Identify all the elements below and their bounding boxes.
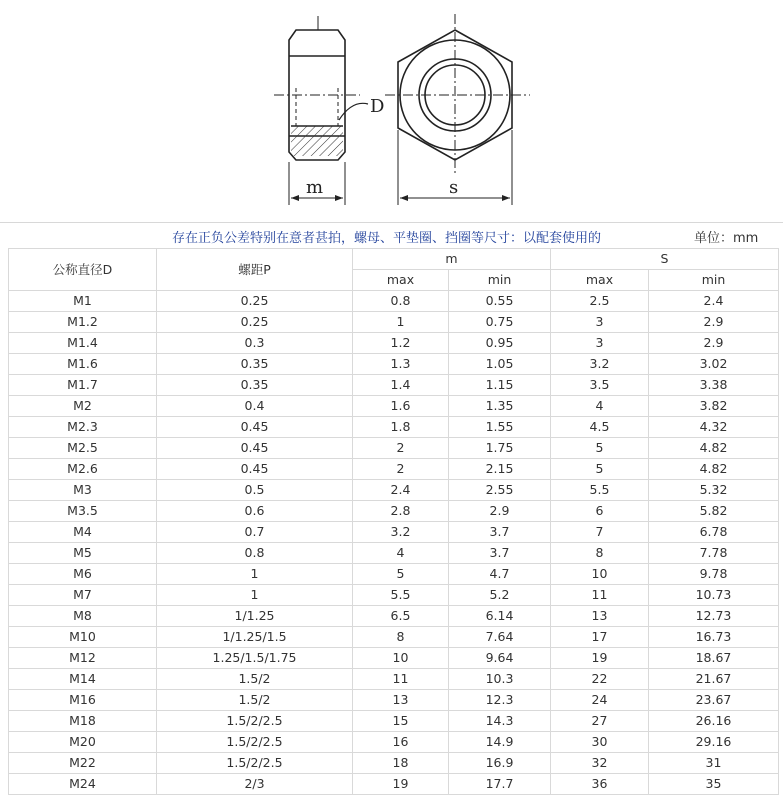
m-min-cell: 6.14 [449, 606, 551, 627]
m-max-cell: 18 [353, 753, 449, 774]
table-row [9, 753, 779, 774]
pitch-cell: 0.3 [157, 333, 353, 354]
s-max-cell: 30 [551, 732, 649, 753]
m-max-cell: 13 [353, 690, 449, 711]
s-min-cell: 4.82 [649, 438, 779, 459]
s-max-cell: 32 [551, 753, 649, 774]
m-max-cell: 1.3 [353, 354, 449, 375]
m-max-cell: 11 [353, 669, 449, 690]
pitch-cell: 0.8 [157, 543, 353, 564]
pitch-cell: 1.25/1.5/1.75 [157, 648, 353, 669]
diameter-cell: M4 [9, 522, 157, 543]
s-max-cell: 3.2 [551, 354, 649, 375]
m-min-cell: 9.64 [449, 648, 551, 669]
table-row [9, 564, 779, 585]
header-s-max: max [551, 270, 649, 291]
m-max-cell: 4 [353, 543, 449, 564]
s-min-cell: 3.38 [649, 375, 779, 396]
s-max-cell: 36 [551, 774, 649, 795]
tolerance-notice: 存在正负公差特别在意者甚拍，螺母、平垫圈、挡圈等尺寸：以配套使用的 [172, 231, 602, 246]
s-max-cell: 10 [551, 564, 649, 585]
pitch-cell: 1.5/2/2.5 [157, 732, 353, 753]
diameter-cell: M1.2 [9, 312, 157, 333]
header-s-min: min [649, 270, 779, 291]
m-min-cell: 1.75 [449, 438, 551, 459]
unit-label: 单位：mm [694, 231, 759, 246]
m-max-cell: 6.5 [353, 606, 449, 627]
table-row [9, 606, 779, 627]
diameter-cell: M3.5 [9, 501, 157, 522]
s-max-cell: 13 [551, 606, 649, 627]
diameter-cell: M2.3 [9, 417, 157, 438]
pitch-cell: 0.25 [157, 312, 353, 333]
m-min-cell: 3.7 [449, 522, 551, 543]
m-min-cell: 1.55 [449, 417, 551, 438]
s-min-cell: 3.82 [649, 396, 779, 417]
m-max-cell: 2.4 [353, 480, 449, 501]
pitch-cell: 1.5/2/2.5 [157, 711, 353, 732]
table-row [9, 774, 779, 795]
diameter-cell: M1.4 [9, 333, 157, 354]
m-min-cell: 16.9 [449, 753, 551, 774]
table-row [9, 333, 779, 354]
diameter-cell: M2.5 [9, 438, 157, 459]
s-min-cell: 3.02 [649, 354, 779, 375]
s-max-cell: 2.5 [551, 291, 649, 312]
table-row [9, 732, 779, 753]
diameter-cell: M3 [9, 480, 157, 501]
header-m: m [353, 249, 551, 270]
pitch-cell: 1.5/2 [157, 690, 353, 711]
s-min-cell: 5.32 [649, 480, 779, 501]
table-row [9, 417, 779, 438]
s-min-cell: 18.67 [649, 648, 779, 669]
diameter-cell: M2.6 [9, 459, 157, 480]
m-max-cell: 1.6 [353, 396, 449, 417]
m-max-cell: 1.8 [353, 417, 449, 438]
diameter-cell: M20 [9, 732, 157, 753]
pitch-cell: 0.4 [157, 396, 353, 417]
s-min-cell: 7.78 [649, 543, 779, 564]
diameter-cell: M10 [9, 627, 157, 648]
header-m-min: min [449, 270, 551, 291]
diameter-cell: M8 [9, 606, 157, 627]
s-min-cell: 21.67 [649, 669, 779, 690]
diameter-cell: M18 [9, 711, 157, 732]
s-max-cell: 3.5 [551, 375, 649, 396]
m-min-cell: 2.15 [449, 459, 551, 480]
s-max-cell: 7 [551, 522, 649, 543]
s-min-cell: 16.73 [649, 627, 779, 648]
s-max-cell: 24 [551, 690, 649, 711]
m-min-cell: 14.3 [449, 711, 551, 732]
m-max-cell: 5 [353, 564, 449, 585]
m-min-cell: 14.9 [449, 732, 551, 753]
table-row [9, 354, 779, 375]
m-min-cell: 5.2 [449, 585, 551, 606]
m-max-cell: 5.5 [353, 585, 449, 606]
diameter-cell: M14 [9, 669, 157, 690]
s-min-cell: 2.9 [649, 312, 779, 333]
s-min-cell: 2.9 [649, 333, 779, 354]
pitch-cell: 1/1.25 [157, 606, 353, 627]
header-m-max: max [353, 270, 449, 291]
table-row [9, 648, 779, 669]
m-max-cell: 1.4 [353, 375, 449, 396]
label-m: m [306, 177, 324, 198]
table-row [9, 291, 779, 312]
diameter-cell: M24 [9, 774, 157, 795]
header-s: S [551, 249, 779, 270]
s-max-cell: 19 [551, 648, 649, 669]
pitch-cell: 1/1.25/1.5 [157, 627, 353, 648]
s-min-cell: 2.4 [649, 291, 779, 312]
table-row [9, 690, 779, 711]
s-max-cell: 3 [551, 312, 649, 333]
table-row [9, 396, 779, 417]
diameter-cell: M1.6 [9, 354, 157, 375]
m-min-cell: 0.55 [449, 291, 551, 312]
m-min-cell: 0.75 [449, 312, 551, 333]
m-max-cell: 10 [353, 648, 449, 669]
m-max-cell: 8 [353, 627, 449, 648]
s-min-cell: 6.78 [649, 522, 779, 543]
nut-dimension-table [8, 248, 779, 795]
pitch-cell: 0.35 [157, 354, 353, 375]
s-max-cell: 8 [551, 543, 649, 564]
table-row [9, 480, 779, 501]
s-max-cell: 3 [551, 333, 649, 354]
diameter-cell: M5 [9, 543, 157, 564]
s-min-cell: 4.32 [649, 417, 779, 438]
table-row [9, 711, 779, 732]
table-row [9, 669, 779, 690]
diameter-cell: M12 [9, 648, 157, 669]
s-max-cell: 6 [551, 501, 649, 522]
m-max-cell: 3.2 [353, 522, 449, 543]
m-min-cell: 17.7 [449, 774, 551, 795]
s-min-cell: 4.82 [649, 459, 779, 480]
diameter-cell: M1.7 [9, 375, 157, 396]
s-min-cell: 9.78 [649, 564, 779, 585]
diameter-cell: M7 [9, 585, 157, 606]
m-min-cell: 1.35 [449, 396, 551, 417]
m-min-cell: 0.95 [449, 333, 551, 354]
pitch-cell: 0.45 [157, 459, 353, 480]
s-min-cell: 26.16 [649, 711, 779, 732]
header-diameter: 公称直径D [9, 249, 157, 291]
s-max-cell: 4.5 [551, 417, 649, 438]
label-s: s [449, 177, 459, 198]
table-row [9, 627, 779, 648]
s-min-cell: 10.73 [649, 585, 779, 606]
m-max-cell: 1 [353, 312, 449, 333]
table-row [9, 501, 779, 522]
pitch-cell: 2/3 [157, 774, 353, 795]
m-min-cell: 10.3 [449, 669, 551, 690]
table-row [9, 522, 779, 543]
table-row [9, 438, 779, 459]
table-row [9, 375, 779, 396]
s-min-cell: 23.67 [649, 690, 779, 711]
table-row [9, 312, 779, 333]
diameter-cell: M2 [9, 396, 157, 417]
diameter-cell: M16 [9, 690, 157, 711]
table-row [9, 543, 779, 564]
s-max-cell: 17 [551, 627, 649, 648]
pitch-cell: 1 [157, 585, 353, 606]
s-max-cell: 5 [551, 459, 649, 480]
pitch-cell: 0.6 [157, 501, 353, 522]
m-min-cell: 7.64 [449, 627, 551, 648]
s-min-cell: 31 [649, 753, 779, 774]
pitch-cell: 0.35 [157, 375, 353, 396]
s-min-cell: 35 [649, 774, 779, 795]
m-max-cell: 19 [353, 774, 449, 795]
pitch-cell: 0.25 [157, 291, 353, 312]
s-min-cell: 5.82 [649, 501, 779, 522]
hex-nut-drawing [0, 0, 783, 222]
pitch-cell: 0.45 [157, 438, 353, 459]
m-min-cell: 12.3 [449, 690, 551, 711]
pitch-cell: 0.7 [157, 522, 353, 543]
pitch-cell: 1.5/2 [157, 669, 353, 690]
m-max-cell: 16 [353, 732, 449, 753]
s-min-cell: 29.16 [649, 732, 779, 753]
s-max-cell: 5 [551, 438, 649, 459]
notice-bar [0, 222, 783, 248]
m-max-cell: 2 [353, 459, 449, 480]
m-max-cell: 15 [353, 711, 449, 732]
m-max-cell: 1.2 [353, 333, 449, 354]
m-max-cell: 2 [353, 438, 449, 459]
m-min-cell: 3.7 [449, 543, 551, 564]
s-max-cell: 22 [551, 669, 649, 690]
pitch-cell: 1.5/2/2.5 [157, 753, 353, 774]
s-max-cell: 11 [551, 585, 649, 606]
header-pitch: 螺距P [157, 249, 353, 291]
label-d: D [370, 96, 385, 117]
s-max-cell: 27 [551, 711, 649, 732]
diameter-cell: M6 [9, 564, 157, 585]
diameter-cell: M22 [9, 753, 157, 774]
s-max-cell: 4 [551, 396, 649, 417]
table-row [9, 585, 779, 606]
m-min-cell: 1.05 [449, 354, 551, 375]
m-min-cell: 2.9 [449, 501, 551, 522]
pitch-cell: 1 [157, 564, 353, 585]
m-min-cell: 1.15 [449, 375, 551, 396]
m-min-cell: 2.55 [449, 480, 551, 501]
pitch-cell: 0.45 [157, 417, 353, 438]
pitch-cell: 0.5 [157, 480, 353, 501]
table-body [9, 291, 779, 795]
table-row [9, 459, 779, 480]
s-max-cell: 5.5 [551, 480, 649, 501]
s-min-cell: 12.73 [649, 606, 779, 627]
m-min-cell: 4.7 [449, 564, 551, 585]
m-max-cell: 0.8 [353, 291, 449, 312]
m-max-cell: 2.8 [353, 501, 449, 522]
diameter-cell: M1 [9, 291, 157, 312]
